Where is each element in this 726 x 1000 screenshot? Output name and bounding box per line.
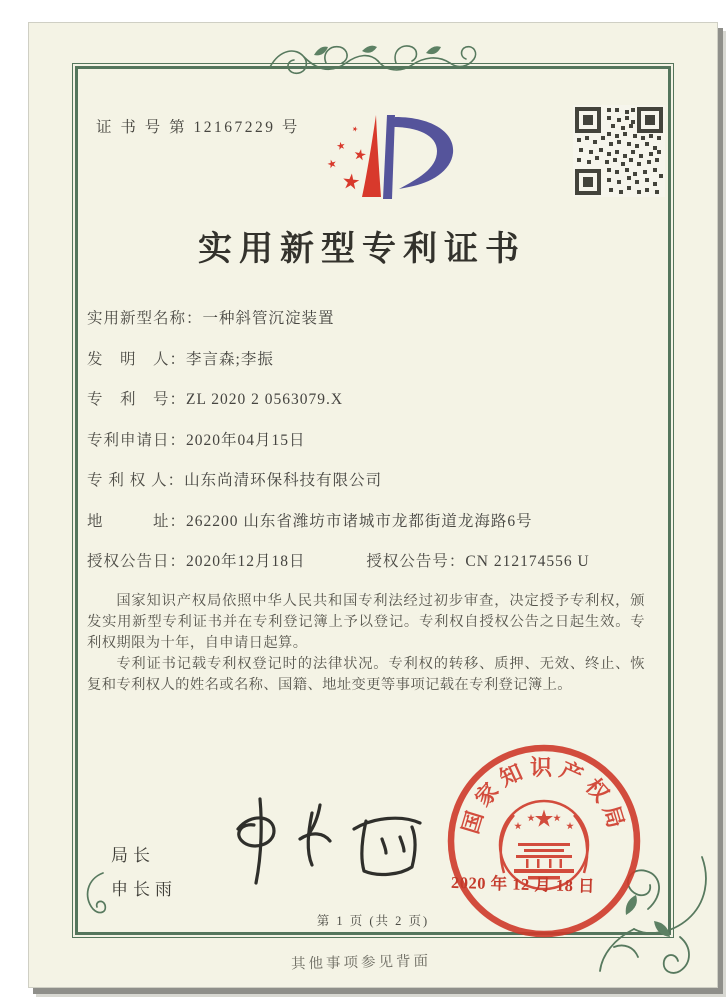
certificate-number: 证 书 号 第 12167229 号: [96, 119, 300, 136]
qr-code: [573, 105, 665, 197]
field-list: [87, 306, 653, 590]
officer-title: 局长: [111, 846, 155, 865]
back-side-note: 其他事项参见背面: [290, 953, 432, 973]
field-value: 262200 山东省潍坊市诸城市龙都街道龙海路6号: [186, 512, 533, 530]
grant-no-label: 授权公告号：: [366, 553, 466, 570]
field-label: 发 明 人：: [87, 350, 187, 368]
certificate-title: 实用新型专利证书: [198, 231, 526, 268]
top-border-ornament-icon: [266, 37, 481, 83]
field-value: 山东尚清环保科技有限公司: [184, 472, 383, 489]
officer-block: [111, 839, 177, 907]
legal-text: [87, 591, 645, 697]
field-row-grant: [87, 549, 653, 575]
field-row-patent-no: [87, 387, 653, 413]
field-label: 地 址：: [87, 512, 187, 530]
cnipa-logo-icon: [299, 109, 474, 209]
grant-no-value: CN 212174556 U: [465, 553, 590, 570]
field-label: 专利申请日：: [87, 431, 187, 449]
field-row-name: [87, 306, 653, 332]
field-row-address: [87, 509, 653, 535]
field-label: 专 利 权 人：: [87, 472, 185, 489]
field-value: 李言森;李振: [186, 350, 274, 368]
field-label: 专 利 号：: [87, 391, 187, 408]
bottom-left-ornament-icon: [77, 869, 111, 917]
page-number: 第 1 页 (共 2 页): [316, 914, 430, 928]
field-value: 2020年04月15日: [186, 431, 306, 449]
field-value: 一种斜管沉淀装置: [202, 310, 335, 327]
seal-agency-text: 国家知识产权局: [457, 754, 631, 837]
grant-date-label: 授权公告日：: [87, 553, 187, 570]
field-value: ZL 2020 2 0563079.X: [186, 391, 344, 408]
legal-paragraph-2: 专利证书记载专利权登记时的法律状况。专利权的转移、质押、无效、终止、恢复和专利权人的姓名或名称、国籍、地址变更等事项记载在专利登记簿上。: [87, 656, 645, 694]
field-row-inventor: [87, 347, 653, 373]
field-row-filing-date: [87, 428, 653, 454]
legal-paragraph-1: 国家知识产权局依照中华人民共和国专利法经过初步审查，决定授予专利权，颁发实用新型专利证书并在专利登记簿上予以登记。专利权自授权公告之日起生效。专利权期限为十年，自申请日起算。: [87, 593, 645, 651]
officer-name: 申长雨: [111, 880, 177, 899]
seal-date: 2020 年 12 月 18 日: [450, 872, 596, 896]
grant-date-value: 2020年12月18日: [186, 553, 306, 570]
field-row-patentee: [87, 468, 653, 494]
director-signature-icon: [216, 791, 431, 891]
certificate-paper: [28, 22, 718, 988]
field-label: 实用新型名称：: [87, 310, 203, 327]
